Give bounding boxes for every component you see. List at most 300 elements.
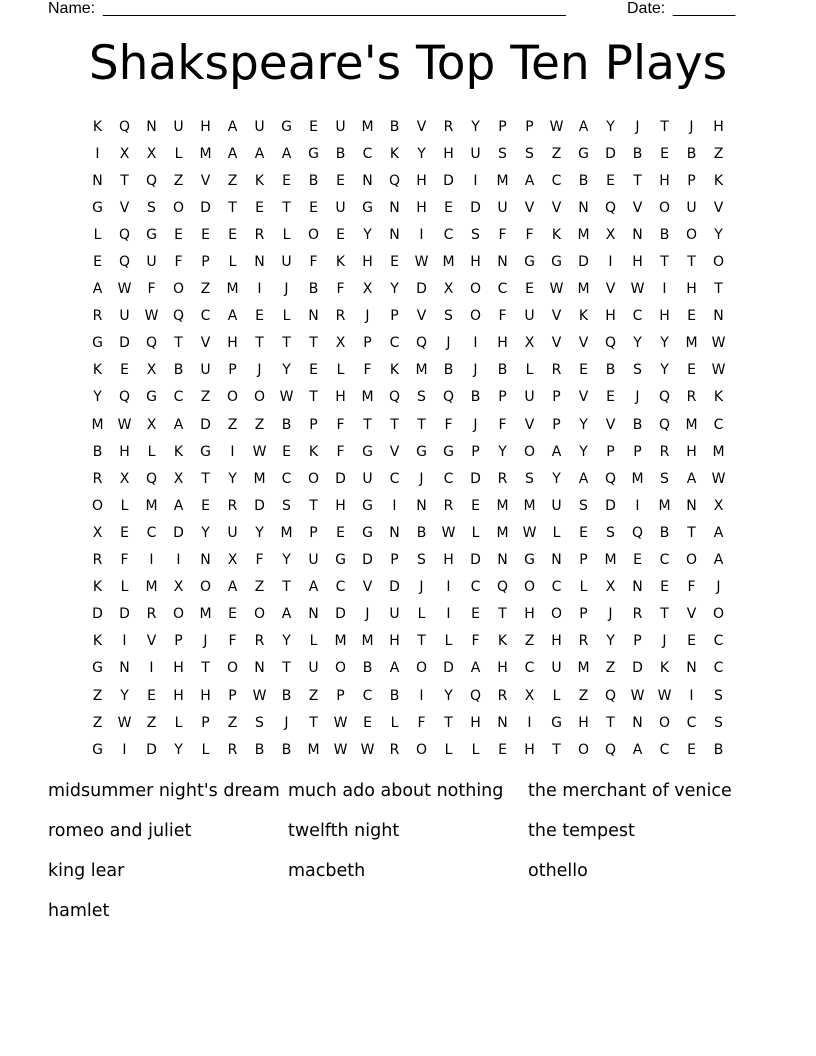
grid-letter: Z: [551, 145, 562, 162]
grid-letter: C: [551, 579, 562, 596]
grid-letter: G: [92, 741, 103, 758]
grid-letter: H: [362, 254, 373, 271]
grid-letter: K: [713, 389, 724, 406]
grid-letter: R: [578, 633, 589, 650]
grid-letter: N: [254, 254, 265, 271]
grid-letter: J: [203, 633, 208, 650]
grid-letter: V: [362, 579, 373, 596]
grid-letter: J: [365, 308, 370, 325]
grid-letter: W: [549, 118, 564, 135]
grid-letter: T: [255, 335, 264, 352]
grid-letter: P: [471, 443, 480, 460]
grid-letter: Q: [118, 254, 131, 271]
page-title: Shakspeare's Top Ten Plays: [88, 36, 728, 91]
grid-letter: I: [257, 281, 262, 298]
grid-letter: A: [308, 579, 319, 596]
grid-letter: N: [308, 308, 319, 325]
letter-grid: [84, 113, 732, 763]
grid-letter: T: [309, 497, 318, 514]
grid-letter: H: [686, 281, 697, 298]
grid-letter: H: [443, 145, 454, 162]
grid-letter: I: [446, 606, 451, 623]
grid-letter: K: [659, 660, 670, 677]
grid-letter: H: [632, 254, 643, 271]
grid-letter: W: [549, 281, 564, 298]
grid-letter: I: [122, 741, 127, 758]
grid-letter: W: [360, 741, 375, 758]
grid-letter: H: [686, 443, 697, 460]
grid-letter: D: [173, 524, 184, 541]
grid-letter: A: [227, 145, 238, 162]
grid-letter: M: [280, 524, 293, 541]
grid-letter: F: [147, 281, 156, 298]
grid-letter: A: [578, 118, 589, 135]
grid-letter: C: [659, 552, 670, 569]
grid-letter: B: [659, 524, 670, 541]
grid-letter: H: [443, 552, 454, 569]
grid-letter: P: [201, 714, 210, 731]
grid-letter: H: [173, 687, 184, 704]
grid-letter: W: [711, 470, 726, 487]
grid-letter: P: [498, 118, 507, 135]
grid-letter: U: [335, 199, 346, 216]
grid-letter: X: [362, 281, 373, 298]
grid-letter: B: [308, 172, 319, 189]
grid-letter: R: [686, 389, 697, 406]
grid-letter: A: [254, 145, 265, 162]
grid-letter: H: [119, 443, 130, 460]
grid-letter: A: [524, 172, 535, 189]
grid-letter: B: [254, 741, 265, 758]
grid-letter: C: [443, 226, 454, 243]
grid-letter: R: [254, 226, 265, 243]
grid-letter: F: [417, 714, 426, 731]
grid-letter: C: [146, 524, 157, 541]
grid-letter: Q: [469, 687, 482, 704]
grid-letter: Q: [604, 199, 617, 216]
grid-letter: F: [363, 362, 372, 379]
grid-letter: O: [523, 443, 536, 460]
grid-letter: B: [659, 226, 670, 243]
grid-letter: P: [174, 633, 183, 650]
grid-letter: C: [497, 281, 508, 298]
grid-letter: O: [469, 308, 482, 325]
grid-letter: C: [389, 470, 400, 487]
grid-letter: U: [362, 470, 373, 487]
grid-letter: P: [687, 172, 696, 189]
grid-letter: Z: [308, 687, 319, 704]
grid-letter: Y: [606, 118, 615, 135]
grid-letter: N: [308, 606, 319, 623]
grid-letter: P: [579, 552, 588, 569]
grid-letter: K: [173, 443, 184, 460]
grid-letter: J: [689, 118, 694, 135]
grid-letter: T: [417, 633, 426, 650]
grid-letter: G: [362, 199, 373, 216]
grid-letter: N: [389, 226, 400, 243]
grid-letter: R: [443, 118, 454, 135]
grid-letter: T: [687, 524, 696, 541]
grid-letter: B: [389, 687, 400, 704]
grid-letter: T: [606, 714, 615, 731]
grid-letter: G: [362, 497, 373, 514]
grid-letter: V: [686, 606, 697, 623]
grid-letter: S: [606, 524, 615, 541]
grid-letter: M: [253, 470, 266, 487]
grid-letter: L: [444, 633, 453, 650]
grid-letter: W: [279, 389, 294, 406]
grid-letter: T: [201, 660, 210, 677]
grid-letter: Q: [118, 389, 131, 406]
grid-letter: O: [685, 552, 698, 569]
grid-letter: P: [228, 687, 237, 704]
grid-letter: L: [93, 226, 102, 243]
grid-letter: L: [201, 741, 210, 758]
grid-letter: Y: [282, 633, 291, 650]
grid-letter: V: [200, 335, 211, 352]
grid-letter: Y: [390, 281, 399, 298]
grid-letter: G: [281, 118, 292, 135]
grid-letter: Z: [524, 633, 535, 650]
grid-letter: H: [389, 633, 400, 650]
grid-letter: L: [471, 741, 480, 758]
grid-letter: O: [226, 389, 239, 406]
grid-letter: F: [471, 633, 480, 650]
grid-letter: A: [281, 606, 292, 623]
grid-letter: O: [172, 199, 185, 216]
grid-letter: J: [284, 281, 289, 298]
grid-letter: I: [230, 443, 235, 460]
grid-letter: G: [92, 660, 103, 677]
grid-letter: N: [389, 199, 400, 216]
grid-letter: B: [362, 660, 373, 677]
grid-letter: H: [416, 199, 427, 216]
grid-letter: V: [632, 199, 643, 216]
grid-letter: S: [714, 714, 723, 731]
grid-letter: O: [334, 660, 347, 677]
grid-letter: E: [471, 606, 480, 623]
grid-letter: H: [497, 660, 508, 677]
grid-letter: M: [658, 497, 671, 514]
grid-letter: W: [711, 362, 726, 379]
grid-letter: Q: [604, 470, 617, 487]
grid-letter: Y: [552, 470, 561, 487]
grid-letter: Z: [200, 281, 211, 298]
grid-letter: L: [228, 254, 237, 271]
grid-letter: E: [633, 552, 642, 569]
grid-letter: H: [227, 335, 238, 352]
grid-letter: L: [390, 714, 399, 731]
grid-letter: Z: [92, 714, 103, 731]
grid-letter: C: [686, 714, 697, 731]
grid-letter: M: [496, 524, 509, 541]
grid-letter: B: [389, 118, 400, 135]
grid-letter: E: [498, 741, 507, 758]
grid-letter: U: [497, 199, 508, 216]
grid-letter: R: [92, 552, 103, 569]
grid-letter: D: [416, 281, 427, 298]
grid-letter: V: [578, 389, 589, 406]
grid-letter: E: [390, 254, 399, 271]
grid-letter: P: [309, 416, 318, 433]
grid-letter: C: [389, 335, 400, 352]
grid-letter: V: [578, 335, 589, 352]
grid-letter: E: [336, 172, 345, 189]
grid-letter: I: [419, 226, 424, 243]
grid-letter: I: [689, 687, 694, 704]
grid-letter: H: [551, 633, 562, 650]
grid-letter: E: [606, 172, 615, 189]
grid-letter: X: [713, 497, 724, 514]
grid-letter: B: [281, 741, 292, 758]
grid-letter: H: [659, 172, 670, 189]
grid-letter: T: [228, 199, 237, 216]
grid-letter: M: [577, 281, 590, 298]
grid-letter: N: [389, 524, 400, 541]
grid-letter: Q: [442, 389, 455, 406]
grid-letter: H: [200, 118, 211, 135]
grid-letter: E: [147, 687, 156, 704]
grid-letter: O: [172, 281, 185, 298]
grid-letter: G: [308, 145, 319, 162]
grid-letter: U: [119, 308, 130, 325]
grid-letter: H: [335, 389, 346, 406]
grid-letter: Y: [282, 552, 291, 569]
grid-letter: H: [200, 687, 211, 704]
grid-letter: R: [254, 633, 265, 650]
grid-letter: I: [662, 281, 667, 298]
grid-letter: H: [659, 308, 670, 325]
grid-letter: T: [201, 470, 210, 487]
grid-letter: T: [282, 579, 291, 596]
grid-letter: A: [173, 416, 184, 433]
grid-letter: S: [255, 714, 264, 731]
grid-letter: M: [712, 443, 725, 460]
grid-letter: N: [497, 714, 508, 731]
grid-letter: D: [146, 741, 157, 758]
grid-letter: O: [712, 254, 725, 271]
grid-letter: C: [281, 470, 292, 487]
grid-letter: T: [552, 741, 561, 758]
grid-letter: A: [713, 524, 724, 541]
grid-letter: T: [309, 335, 318, 352]
grid-letter: N: [632, 579, 643, 596]
grid-letter: W: [630, 687, 645, 704]
grid-letter: A: [578, 470, 589, 487]
grid-letter: Q: [496, 579, 509, 596]
grid-letter: G: [416, 443, 427, 460]
word-bank-item: romeo and juliet: [48, 821, 192, 841]
grid-letter: L: [120, 579, 129, 596]
word-bank-item: othello: [528, 861, 588, 881]
grid-letter: Y: [633, 335, 642, 352]
grid-letter: P: [633, 633, 642, 650]
grid-letter: M: [91, 416, 104, 433]
grid-letter: E: [579, 524, 588, 541]
grid-letter: K: [335, 254, 346, 271]
grid-letter: C: [470, 579, 481, 596]
grid-letter: X: [92, 524, 103, 541]
grid-letter: I: [527, 714, 532, 731]
grid-letter: Q: [388, 172, 401, 189]
grid-letter: S: [417, 389, 426, 406]
grid-letter: V: [551, 308, 562, 325]
grid-letter: O: [415, 660, 428, 677]
grid-letter: D: [470, 552, 481, 569]
grid-letter: E: [444, 199, 453, 216]
grid-letter: N: [119, 660, 130, 677]
word-bank-item: macbeth: [288, 861, 366, 881]
grid-letter: K: [308, 443, 319, 460]
grid-letter: W: [711, 335, 726, 352]
grid-letter: X: [605, 226, 616, 243]
grid-letter: G: [524, 254, 535, 271]
grid-letter: D: [335, 470, 346, 487]
grid-letter: A: [281, 145, 292, 162]
grid-letter: P: [633, 443, 642, 460]
grid-letter: C: [713, 633, 724, 650]
grid-letter: R: [146, 606, 157, 623]
grid-letter: O: [415, 741, 428, 758]
grid-letter: V: [605, 281, 616, 298]
grid-letter: E: [336, 226, 345, 243]
grid-letter: Q: [604, 687, 617, 704]
grid-letter: M: [361, 633, 374, 650]
date-blank[interactable]: _______: [673, 0, 736, 17]
grid-letter: A: [713, 552, 724, 569]
grid-letter: X: [146, 362, 157, 379]
grid-letter: E: [93, 254, 102, 271]
grid-letter: H: [524, 741, 535, 758]
grid-letter: Y: [201, 524, 210, 541]
name-blank[interactable]: ____________________________________________________: [103, 0, 566, 17]
grid-letter: Y: [660, 362, 669, 379]
grid-letter: V: [524, 199, 535, 216]
grid-letter: E: [309, 118, 318, 135]
grid-letter: L: [417, 606, 426, 623]
grid-letter: A: [173, 497, 184, 514]
grid-letter: F: [174, 254, 183, 271]
grid-letter: W: [333, 741, 348, 758]
grid-letter: J: [635, 118, 640, 135]
grid-letter: A: [551, 443, 562, 460]
grid-letter: C: [173, 389, 184, 406]
grid-letter: Z: [713, 145, 724, 162]
grid-letter: B: [416, 524, 427, 541]
grid-letter: E: [660, 145, 669, 162]
grid-letter: M: [577, 660, 590, 677]
grid-letter: O: [253, 389, 266, 406]
grid-letter: F: [336, 281, 345, 298]
grid-letter: S: [471, 226, 480, 243]
grid-letter: T: [714, 281, 723, 298]
grid-letter: P: [363, 335, 372, 352]
grid-letter: H: [470, 714, 481, 731]
grid-letter: Q: [118, 118, 131, 135]
grid-letter: K: [389, 145, 400, 162]
grid-letter: Z: [146, 714, 157, 731]
grid-letter: F: [228, 633, 237, 650]
grid-letter: R: [551, 362, 562, 379]
grid-letter: W: [144, 308, 159, 325]
grid-letter: P: [606, 443, 615, 460]
grid-letter: D: [470, 470, 481, 487]
grid-letter: G: [443, 443, 454, 460]
grid-letter: Q: [145, 470, 158, 487]
grid-letter: E: [363, 714, 372, 731]
grid-letter: Y: [579, 443, 588, 460]
grid-letter: Q: [658, 416, 671, 433]
grid-letter: A: [632, 741, 643, 758]
grid-letter: N: [632, 714, 643, 731]
grid-letter: I: [392, 497, 397, 514]
grid-letter: P: [579, 606, 588, 623]
word-bank-item: king lear: [48, 861, 125, 881]
grid-letter: E: [309, 362, 318, 379]
grid-letter: E: [687, 741, 696, 758]
grid-letter: X: [227, 552, 238, 569]
grid-letter: A: [686, 470, 697, 487]
grid-letter: K: [713, 172, 724, 189]
grid-letter: B: [173, 362, 184, 379]
grid-letter: H: [578, 714, 589, 731]
grid-letter: E: [687, 633, 696, 650]
grid-letter: X: [173, 579, 184, 596]
grid-letter: O: [307, 226, 320, 243]
grid-letter: D: [605, 497, 616, 514]
grid-letter: H: [497, 335, 508, 352]
grid-letter: W: [630, 281, 645, 298]
grid-letter: A: [389, 660, 400, 677]
grid-letter: R: [497, 470, 508, 487]
grid-letter: J: [473, 362, 478, 379]
grid-letter: W: [252, 443, 267, 460]
grid-letter: V: [416, 118, 427, 135]
grid-letter: X: [146, 145, 157, 162]
grid-letter: G: [92, 199, 103, 216]
grid-letter: E: [120, 524, 129, 541]
grid-letter: F: [498, 308, 507, 325]
grid-letter: M: [145, 497, 158, 514]
grid-letter: J: [257, 362, 262, 379]
grid-letter: F: [336, 443, 345, 460]
grid-letter: Q: [172, 308, 185, 325]
grid-letter: Y: [174, 741, 183, 758]
grid-letter: F: [255, 552, 264, 569]
grid-letter: S: [525, 145, 534, 162]
grid-letter: G: [551, 254, 562, 271]
grid-letter: N: [497, 254, 508, 271]
word-bank-item: twelfth night: [288, 821, 400, 841]
grid-letter: E: [201, 226, 210, 243]
grid-letter: U: [308, 660, 319, 677]
header-line: [48, 0, 748, 18]
grid-letter: K: [254, 172, 265, 189]
grid-letter: G: [92, 335, 103, 352]
grid-letter: N: [497, 552, 508, 569]
grid-letter: P: [201, 254, 210, 271]
grid-letter: O: [658, 714, 671, 731]
grid-letter: F: [309, 254, 318, 271]
grid-letter: R: [443, 497, 454, 514]
word-bank-item: midsummer night's dream: [48, 781, 280, 801]
grid-letter: M: [577, 226, 590, 243]
grid-letter: L: [309, 633, 318, 650]
grid-letter: F: [687, 579, 696, 596]
grid-letter: L: [579, 579, 588, 596]
grid-letter: W: [117, 416, 132, 433]
grid-letter: W: [333, 714, 348, 731]
